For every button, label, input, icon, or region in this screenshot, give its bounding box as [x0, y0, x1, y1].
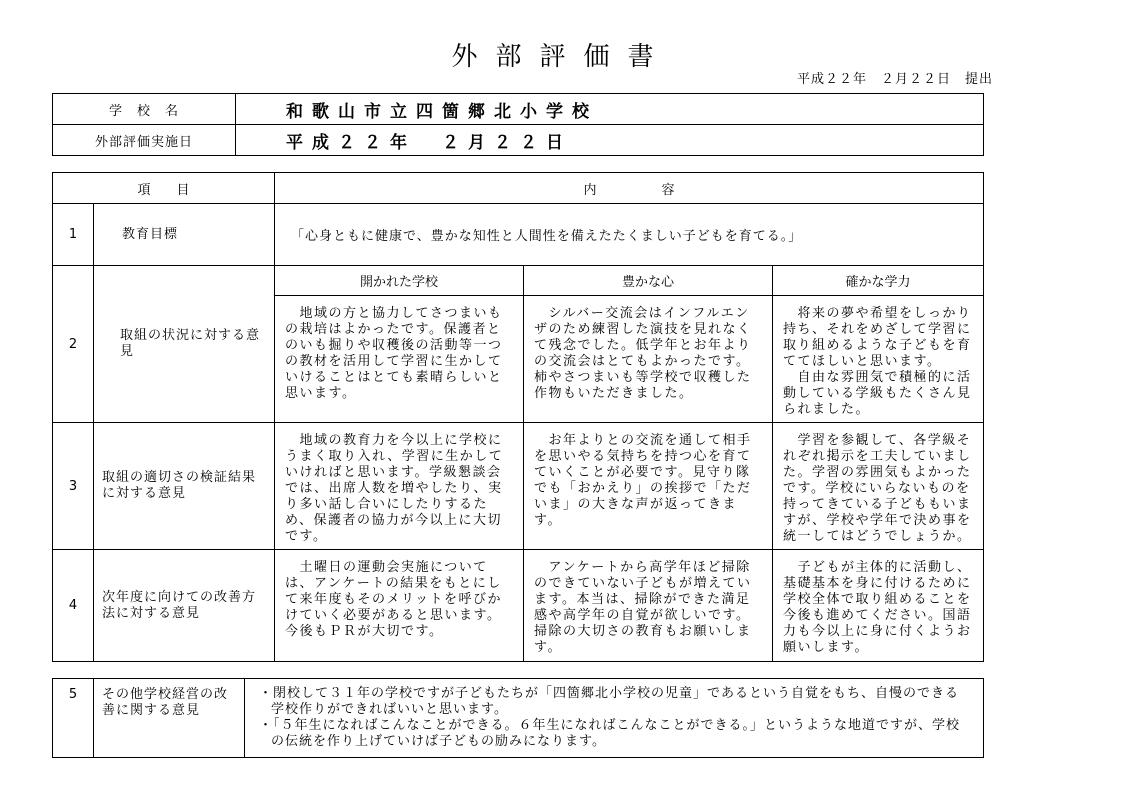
column-header-rich-heart: 豊かな心 — [524, 266, 773, 296]
evaluation-table — [52, 172, 984, 662]
opinion-line: ・「５年生になればこんなことができる。６年生になればこんなことができる。」というような地道ですが、学校の伝統を作り上げていけば子どもの励みになります。 — [259, 718, 961, 749]
row-item-label: 取組の状況に対する意見 — [94, 266, 275, 423]
table-cell: 土曜日の運動会実施については、アンケートの結果をもとにして来年度もそのメリットを呼びかけていく必要があると思います。今後もＰＲが大切です。 — [275, 550, 524, 662]
row-number: 5 — [53, 679, 94, 758]
other-opinions-table — [52, 678, 984, 758]
education-goal: 「心身ともに健康で、豊かな知性と人間性を備えたたくましい子どもを育てる。」 — [275, 204, 984, 266]
row-item-label: 次年度に向けての改善方法に対する意見 — [94, 550, 275, 662]
submission-date: 平成２２年 ２月２２日 提出 — [796, 72, 993, 87]
row-item-label: その他学校経営の改善に関する意見 — [94, 679, 245, 758]
row-number: 1 — [53, 204, 94, 266]
row-item-label: 取組の適切さの検証結果に対する意見 — [94, 423, 275, 550]
table-cell: 地域の教育力を今以上に学校にうまく取り入れ、学習に生かしていければと思います。学級懇談会では、出席人数を増やしたり、実り多い話し合いにしたりするため、保護者の協力が今以上に大切です。 — [275, 423, 524, 550]
row-number: 4 — [53, 550, 94, 662]
column-header-solid-learning: 確かな学力 — [773, 266, 984, 296]
opinion-line: ・閉校して３１年の学校ですが子どもたちが「四箇郷北小学校の児童」であるという自覚をもち、自慢のできる学校作りができればいいと思います。 — [259, 686, 960, 717]
row-number: 2 — [53, 266, 94, 423]
column-header-open-school: 開かれた学校 — [275, 266, 524, 296]
table-cell: 地域の方と協力してさつまいもの栽培はよかったです。保護者とのいも掘りや収穫後の活動等一つの教材を活用して学習に生かしていけることはとても素晴らしいと思います。 — [275, 296, 524, 423]
row-item-label: 教育目標 — [94, 204, 275, 266]
school-name-value: 和歌山市立四箇郷北小学校 — [236, 94, 984, 125]
school-info-table — [52, 93, 984, 156]
other-opinions-content — [245, 679, 984, 758]
table-cell: 将来の夢や希望をしっかり持ち、それをめざして学習に取り組めるような子どもを育ててほしいと思います。 自由な雰囲気で積極的に活動している学級もたくさん見られました。 — [773, 296, 984, 423]
school-name-label: 学 校 名 — [53, 94, 236, 125]
table-cell: お年よりとの交流を通して相手を思いやる気持ちを持つ心を育てていくことが必要です。見守り隊でも「おかえり」の挨拶で「ただいま」の大きな声が返ってきます。 — [524, 423, 773, 550]
table-cell: シルバー交流会はインフルエンザのため練習した演技を見れなくて残念でした。低学年とお年よりの交流会はとてもよかったです。柿やさつまいも等学校で収穫した作物もいただきました。 — [524, 296, 773, 423]
table-cell: アンケートから高学年ほど掃除のできていない子どもが増えています。本当は、掃除ができた満足感や高学年の自覚が欲しいです。掃除の大切さの教育もお願いします。 — [524, 550, 773, 662]
evaluation-date-label: 外部評価実施日 — [53, 125, 236, 156]
table-cell: 子どもが主体的に活動し、基礎基本を身に付けるために学校全体で取り組めることを今後も進めてください。国語力も今以上に身に付くようお願いします。 — [773, 550, 984, 662]
header-content: 内 容 — [275, 173, 984, 204]
table-cell: 学習を参観して、各学級それぞれ掲示を工夫していました。学習の雰囲気もよかったです。学校にいらないものを持ってきている子どももいますが、学校や学年で決め事を統一してはどうでしょうか。 — [773, 423, 984, 550]
header-item: 項 目 — [53, 173, 275, 204]
evaluation-date-value: 平成２２年 ２月２２日 — [236, 125, 984, 156]
row-number: 3 — [53, 423, 94, 550]
page-title: 外部評価書 — [451, 42, 672, 72]
